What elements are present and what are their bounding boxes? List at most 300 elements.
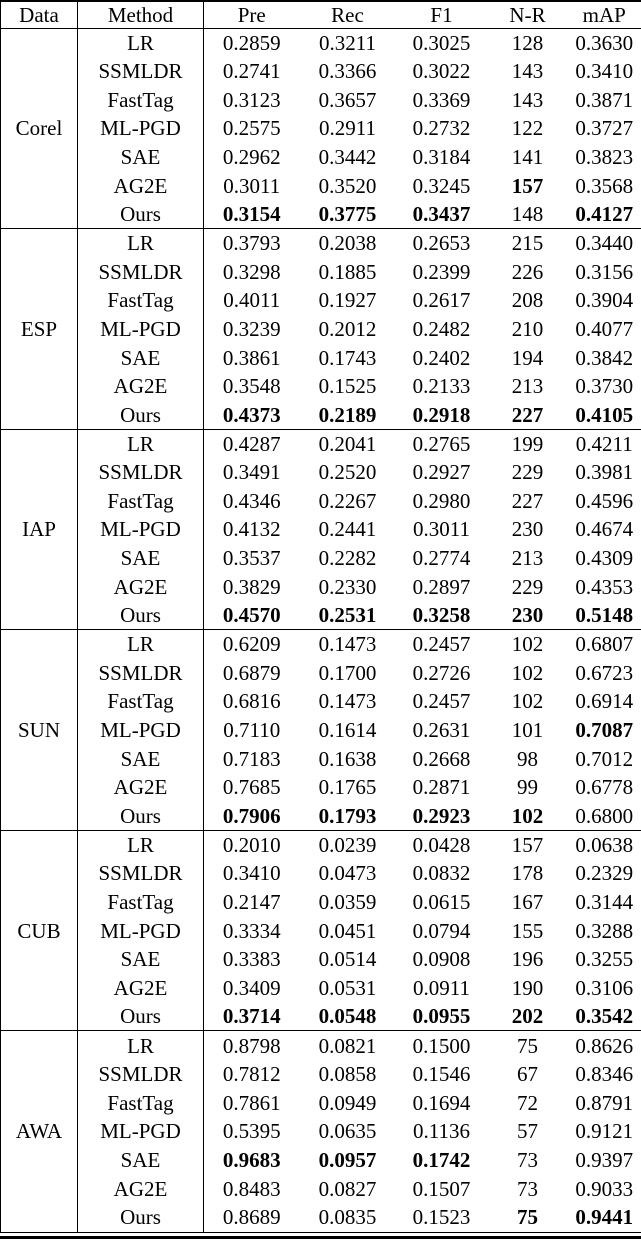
value-cell-f1: 0.2726 — [412, 660, 471, 685]
value-cell-rec: 0.0957 — [318, 1147, 377, 1172]
value-cell-f1: 0.0428 — [396, 830, 488, 859]
table-row — [1, 200, 641, 229]
table-row — [1, 28, 641, 57]
table-row — [1, 114, 641, 143]
value-cell-n-r: 73 — [517, 1147, 538, 1172]
value-cell-pre: 0.4011 — [223, 288, 281, 313]
table-row — [1, 658, 641, 687]
method-cell: FastTag — [78, 687, 204, 716]
value-cell-f1: 0.0911 — [413, 975, 470, 1000]
value-cell-f1: 0.1694 — [412, 1090, 471, 1115]
column-header-n-r: N-R — [488, 1, 568, 28]
value-cell-map: 0.3842 — [575, 345, 634, 370]
value-cell-rec: 0.2012 — [318, 316, 377, 341]
method-cell: SSMLDR — [78, 1060, 204, 1089]
method-cell: Ours — [78, 200, 204, 229]
value-cell-rec: 0.1765 — [318, 775, 377, 800]
value-cell-pre: 0.8798 — [204, 1031, 300, 1060]
value-cell-pre: 0.3548 — [222, 374, 281, 399]
table-row — [1, 515, 641, 544]
method-cell: SAE — [78, 544, 204, 573]
value-cell-map: 0.3440 — [568, 229, 641, 258]
value-cell-map: 0.8626 — [568, 1031, 641, 1060]
value-cell-pre: 0.4570 — [222, 603, 281, 628]
method-cell: AG2E — [78, 1174, 204, 1203]
value-cell-n-r: 227 — [511, 488, 544, 513]
value-cell-f1: 0.2897 — [412, 574, 471, 599]
value-cell-map: 0.6914 — [575, 689, 634, 714]
value-cell-map: 0.8346 — [575, 1061, 634, 1086]
value-cell-rec: 0.0821 — [300, 1031, 396, 1060]
value-cell-map: 0.8791 — [575, 1090, 634, 1115]
value-cell-map: 0.6723 — [575, 660, 634, 685]
value-cell-f1: 0.1136 — [413, 1119, 470, 1144]
value-cell-rec: 0.2441 — [318, 517, 377, 542]
value-cell-pre: 0.3239 — [222, 316, 281, 341]
value-cell-map: 0.5148 — [575, 603, 634, 628]
value-cell-map: 0.0638 — [568, 830, 641, 859]
value-cell-map: 0.4211 — [568, 429, 641, 458]
value-cell-f1: 0.1546 — [412, 1061, 471, 1086]
table-row — [1, 229, 641, 258]
value-cell-pre: 0.6816 — [222, 689, 281, 714]
value-cell-n-r: 75 — [488, 1031, 568, 1060]
method-cell: SSMLDR — [78, 458, 204, 487]
table-row — [1, 1146, 641, 1175]
table-row — [1, 1203, 641, 1232]
value-cell-map: 0.2329 — [575, 861, 634, 886]
table-row — [1, 85, 641, 114]
value-cell-map: 0.4674 — [575, 517, 634, 542]
method-cell: FastTag — [78, 1088, 204, 1117]
table-row — [1, 916, 641, 945]
table-row — [1, 630, 641, 659]
value-cell-map: 0.3106 — [575, 975, 634, 1000]
method-cell: SAE — [78, 143, 204, 172]
value-cell-pre: 0.7110 — [223, 718, 281, 743]
value-cell-n-r: 57 — [517, 1119, 538, 1144]
value-cell-map: 0.4353 — [575, 574, 634, 599]
value-cell-rec: 0.0514 — [318, 947, 377, 972]
value-cell-n-r: 229 — [511, 574, 544, 599]
table-row — [1, 601, 641, 630]
value-cell-n-r: 102 — [488, 630, 568, 659]
value-cell-f1: 0.3022 — [412, 58, 471, 83]
value-cell-rec: 0.0949 — [318, 1090, 377, 1115]
value-cell-n-r: 215 — [488, 229, 568, 258]
value-cell-rec: 0.3775 — [318, 201, 377, 226]
value-cell-n-r: 213 — [511, 546, 544, 571]
value-cell-n-r: 229 — [511, 460, 544, 485]
value-cell-map: 0.4309 — [575, 546, 634, 571]
method-cell: SSMLDR — [78, 57, 204, 86]
value-cell-f1: 0.2668 — [412, 746, 471, 771]
value-cell-pre: 0.3491 — [222, 460, 281, 485]
table-row — [1, 458, 641, 487]
value-cell-rec: 0.2520 — [318, 460, 377, 485]
method-cell: SAE — [78, 744, 204, 773]
table-row — [1, 859, 641, 888]
value-cell-f1: 0.1507 — [412, 1176, 471, 1201]
value-cell-n-r: 157 — [511, 173, 544, 198]
value-cell-rec: 0.0548 — [318, 1004, 377, 1029]
value-cell-rec: 0.3442 — [318, 144, 377, 169]
value-cell-f1: 0.2980 — [412, 488, 471, 513]
value-cell-rec: 0.0827 — [318, 1176, 377, 1201]
dataset-label-awa: AWA — [1, 1031, 78, 1232]
value-cell-f1: 0.0615 — [412, 889, 471, 914]
value-cell-map: 0.6800 — [575, 803, 634, 828]
table-row — [1, 1031, 641, 1060]
table-row — [1, 429, 641, 458]
value-cell-map: 0.9033 — [575, 1176, 634, 1201]
table-row — [1, 286, 641, 315]
method-cell: Ours — [78, 401, 204, 430]
column-header-f1: F1 — [396, 1, 488, 28]
value-cell-pre: 0.2741 — [222, 58, 281, 83]
value-cell-f1: 0.0794 — [412, 918, 471, 943]
value-cell-f1: 0.2617 — [412, 288, 471, 313]
value-cell-n-r: 178 — [511, 861, 544, 886]
value-cell-rec: 0.1743 — [318, 345, 377, 370]
value-cell-map: 0.4596 — [575, 488, 634, 513]
value-cell-f1: 0.2923 — [412, 803, 471, 828]
method-cell: AG2E — [78, 773, 204, 802]
value-cell-rec: 0.2189 — [318, 402, 377, 427]
value-cell-map: 0.3410 — [575, 58, 634, 83]
value-cell-map: 0.4105 — [575, 402, 634, 427]
value-cell-f1: 0.3437 — [412, 201, 471, 226]
value-cell-n-r: 67 — [517, 1061, 538, 1086]
value-cell-pre: 0.3123 — [222, 87, 281, 112]
method-cell: ML-PGD — [78, 716, 204, 745]
column-header-data: Data — [1, 1, 78, 28]
table-row — [1, 945, 641, 974]
value-cell-map: 0.3630 — [568, 28, 641, 57]
value-cell-n-r: 141 — [511, 144, 544, 169]
method-cell: SSMLDR — [78, 257, 204, 286]
table-row — [1, 544, 641, 573]
value-cell-map: 0.3144 — [575, 889, 634, 914]
value-cell-map: 0.6807 — [568, 630, 641, 659]
method-cell: SAE — [78, 1146, 204, 1175]
value-cell-pre: 0.3829 — [222, 574, 281, 599]
table-row — [1, 343, 641, 372]
value-cell-pre: 0.4287 — [204, 429, 300, 458]
value-cell-f1: 0.2653 — [396, 229, 488, 258]
value-cell-f1: 0.2457 — [396, 630, 488, 659]
table-row — [1, 1088, 641, 1117]
value-cell-pre: 0.3334 — [222, 918, 281, 943]
value-cell-pre: 0.3714 — [222, 1004, 281, 1029]
value-cell-map: 0.9397 — [575, 1147, 634, 1172]
value-cell-f1: 0.0832 — [412, 861, 471, 886]
table-row — [1, 1060, 641, 1089]
value-cell-n-r: 202 — [511, 1004, 544, 1029]
method-cell: SAE — [78, 945, 204, 974]
value-cell-f1: 0.3025 — [396, 28, 488, 57]
value-cell-pre: 0.6209 — [204, 630, 300, 659]
method-cell: FastTag — [78, 487, 204, 516]
value-cell-f1: 0.3011 — [413, 517, 470, 542]
method-cell: SSMLDR — [78, 658, 204, 687]
value-cell-n-r: 101 — [511, 718, 544, 743]
value-cell-pre: 0.4346 — [222, 488, 281, 513]
table-row — [1, 773, 641, 802]
value-cell-map: 0.3727 — [575, 116, 634, 141]
method-cell: AG2E — [78, 974, 204, 1003]
method-cell: Ours — [78, 1002, 204, 1031]
dataset-label-cub: CUB — [1, 830, 78, 1031]
value-cell-pre: 0.3154 — [222, 201, 281, 226]
method-cell: LR — [78, 229, 204, 258]
dataset-label-corel: Corel — [1, 28, 78, 229]
value-cell-rec: 0.2267 — [318, 488, 377, 513]
value-cell-f1: 0.3245 — [412, 173, 471, 198]
value-cell-n-r: 102 — [511, 689, 544, 714]
dataset-label-iap: IAP — [1, 429, 78, 630]
value-cell-f1: 0.2133 — [412, 374, 471, 399]
value-cell-pre: 0.3410 — [222, 861, 281, 886]
value-cell-map: 0.3542 — [575, 1004, 634, 1029]
method-cell: SSMLDR — [78, 859, 204, 888]
column-header-map: mAP — [568, 1, 641, 28]
value-cell-f1: 0.3258 — [412, 603, 471, 628]
method-cell: AG2E — [78, 372, 204, 401]
value-cell-rec: 0.1700 — [318, 660, 377, 685]
value-cell-f1: 0.0908 — [412, 947, 471, 972]
value-cell-n-r: 190 — [511, 975, 544, 1000]
method-cell: LR — [78, 1031, 204, 1060]
method-cell: SAE — [78, 343, 204, 372]
table-header — [1, 1, 641, 28]
value-cell-map: 0.4077 — [575, 316, 634, 341]
value-cell-map: 0.7087 — [575, 718, 634, 743]
value-cell-map: 0.6778 — [575, 775, 634, 800]
method-cell: ML-PGD — [78, 1117, 204, 1146]
method-cell: FastTag — [78, 85, 204, 114]
method-cell: Ours — [78, 1203, 204, 1232]
value-cell-n-r: 167 — [511, 889, 544, 914]
value-cell-map: 0.9441 — [575, 1205, 634, 1230]
value-cell-map: 0.3981 — [575, 460, 634, 485]
value-cell-n-r: 128 — [488, 28, 568, 57]
value-cell-rec: 0.1614 — [318, 718, 377, 743]
table-row — [1, 1117, 641, 1146]
table-row — [1, 572, 641, 601]
value-cell-pre: 0.3409 — [222, 975, 281, 1000]
value-cell-rec: 0.0239 — [300, 830, 396, 859]
value-cell-rec: 0.1793 — [318, 803, 377, 828]
value-cell-pre: 0.4132 — [222, 517, 281, 542]
value-cell-n-r: 227 — [511, 402, 544, 427]
value-cell-n-r: 102 — [511, 660, 544, 685]
value-cell-n-r: 196 — [511, 947, 544, 972]
value-cell-f1: 0.2927 — [412, 460, 471, 485]
table-row — [1, 687, 641, 716]
value-cell-pre: 0.2575 — [222, 116, 281, 141]
value-cell-f1: 0.2732 — [412, 116, 471, 141]
value-cell-rec: 0.0858 — [318, 1061, 377, 1086]
table-row — [1, 257, 641, 286]
table-body — [1, 28, 641, 1232]
value-cell-rec: 0.3211 — [300, 28, 396, 57]
dataset-label-esp: ESP — [1, 229, 78, 430]
value-cell-rec: 0.2330 — [318, 574, 377, 599]
table-row — [1, 888, 641, 917]
value-cell-pre: 0.6879 — [222, 660, 281, 685]
value-cell-rec: 0.3657 — [318, 87, 377, 112]
table-row — [1, 171, 641, 200]
value-cell-f1: 0.2399 — [412, 259, 471, 284]
value-cell-rec: 0.2041 — [300, 429, 396, 458]
value-cell-pre: 0.3537 — [222, 546, 281, 571]
value-cell-f1: 0.2631 — [412, 718, 471, 743]
value-cell-rec: 0.1927 — [318, 288, 377, 313]
value-cell-pre: 0.5395 — [222, 1119, 281, 1144]
value-cell-rec: 0.3366 — [318, 58, 377, 83]
value-cell-rec: 0.1885 — [318, 259, 377, 284]
value-cell-pre: 0.9683 — [222, 1147, 281, 1172]
method-cell: LR — [78, 630, 204, 659]
value-cell-map: 0.3823 — [575, 144, 634, 169]
value-cell-rec: 0.0531 — [318, 975, 377, 1000]
value-cell-rec: 0.0473 — [318, 861, 377, 886]
value-cell-map: 0.3871 — [575, 87, 634, 112]
value-cell-f1: 0.2918 — [412, 402, 471, 427]
table-row — [1, 830, 641, 859]
value-cell-map: 0.3730 — [575, 374, 634, 399]
value-cell-pre: 0.7861 — [222, 1090, 281, 1115]
value-cell-pre: 0.8483 — [222, 1176, 281, 1201]
column-header-method: Method — [78, 1, 204, 28]
method-cell: ML-PGD — [78, 515, 204, 544]
value-cell-rec: 0.3520 — [318, 173, 377, 198]
method-cell: AG2E — [78, 171, 204, 200]
value-cell-n-r: 102 — [511, 803, 544, 828]
table-row — [1, 372, 641, 401]
value-cell-pre: 0.3011 — [223, 173, 281, 198]
value-cell-rec: 0.0835 — [318, 1205, 377, 1230]
value-cell-map: 0.7012 — [575, 746, 634, 771]
table-row — [1, 744, 641, 773]
value-cell-f1: 0.2402 — [412, 345, 471, 370]
value-cell-n-r: 73 — [517, 1176, 538, 1201]
method-cell: ML-PGD — [78, 114, 204, 143]
column-header-pre: Pre — [204, 1, 300, 28]
value-cell-f1: 0.2774 — [412, 546, 471, 571]
value-cell-pre: 0.4373 — [222, 402, 281, 427]
value-cell-n-r: 98 — [517, 746, 538, 771]
value-cell-n-r: 72 — [517, 1090, 538, 1115]
value-cell-n-r: 155 — [511, 918, 544, 943]
value-cell-f1: 0.2457 — [412, 689, 471, 714]
column-header-rec: Rec — [300, 1, 396, 28]
value-cell-rec: 0.2282 — [318, 546, 377, 571]
value-cell-rec: 0.1638 — [318, 746, 377, 771]
value-cell-rec: 0.0635 — [318, 1119, 377, 1144]
value-cell-f1: 0.2482 — [412, 316, 471, 341]
value-cell-n-r: 208 — [511, 288, 544, 313]
method-cell: LR — [78, 28, 204, 57]
table-row — [1, 1174, 641, 1203]
value-cell-map: 0.9121 — [575, 1119, 634, 1144]
value-cell-pre: 0.2010 — [204, 830, 300, 859]
value-cell-n-r: 157 — [488, 830, 568, 859]
table-row — [1, 315, 641, 344]
value-cell-f1: 0.1500 — [396, 1031, 488, 1060]
method-cell: FastTag — [78, 286, 204, 315]
value-cell-pre: 0.3861 — [222, 345, 281, 370]
value-cell-map: 0.3568 — [575, 173, 634, 198]
value-cell-n-r: 75 — [517, 1205, 538, 1230]
value-cell-rec: 0.2531 — [318, 603, 377, 628]
value-cell-rec: 0.2911 — [319, 116, 376, 141]
method-cell: ML-PGD — [78, 916, 204, 945]
value-cell-n-r: 210 — [511, 316, 544, 341]
value-cell-pre: 0.7812 — [222, 1061, 281, 1086]
table-row — [1, 974, 641, 1003]
value-cell-f1: 0.3184 — [412, 144, 471, 169]
method-cell: AG2E — [78, 572, 204, 601]
value-cell-n-r: 230 — [511, 603, 544, 628]
value-cell-rec: 0.0359 — [318, 889, 377, 914]
value-cell-map: 0.4127 — [575, 201, 634, 226]
table-row — [1, 143, 641, 172]
value-cell-f1: 0.1523 — [412, 1205, 471, 1230]
value-cell-map: 0.3156 — [575, 259, 634, 284]
value-cell-f1: 0.0955 — [412, 1004, 471, 1029]
value-cell-map: 0.3288 — [575, 918, 634, 943]
value-cell-f1: 0.2765 — [396, 429, 488, 458]
value-cell-f1: 0.1742 — [412, 1147, 471, 1172]
value-cell-pre: 0.8689 — [222, 1205, 281, 1230]
value-cell-n-r: 122 — [511, 116, 544, 141]
value-cell-f1: 0.2871 — [412, 775, 471, 800]
value-cell-map: 0.3255 — [575, 947, 634, 972]
value-cell-pre: 0.7183 — [222, 746, 281, 771]
table-row — [1, 1002, 641, 1031]
value-cell-n-r: 213 — [511, 374, 544, 399]
value-cell-rec: 0.2038 — [300, 229, 396, 258]
method-cell: FastTag — [78, 888, 204, 917]
value-cell-n-r: 148 — [511, 201, 544, 226]
value-cell-n-r: 143 — [511, 58, 544, 83]
method-cell: LR — [78, 830, 204, 859]
value-cell-n-r: 194 — [511, 345, 544, 370]
value-cell-rec: 0.0451 — [318, 918, 377, 943]
value-cell-pre: 0.7685 — [222, 775, 281, 800]
value-cell-pre: 0.3298 — [222, 259, 281, 284]
value-cell-rec: 0.1473 — [318, 689, 377, 714]
value-cell-f1: 0.3369 — [412, 87, 471, 112]
method-cell: Ours — [78, 601, 204, 630]
dataset-label-sun: SUN — [1, 630, 78, 831]
value-cell-n-r: 230 — [511, 517, 544, 542]
value-cell-pre: 0.3793 — [204, 229, 300, 258]
value-cell-rec: 0.1525 — [318, 374, 377, 399]
method-cell: Ours — [78, 802, 204, 831]
table-row — [1, 802, 641, 831]
table-row — [1, 57, 641, 86]
method-cell: ML-PGD — [78, 315, 204, 344]
value-cell-n-r: 226 — [511, 259, 544, 284]
value-cell-pre: 0.7906 — [222, 803, 281, 828]
table-row — [1, 487, 641, 516]
value-cell-rec: 0.1473 — [300, 630, 396, 659]
value-cell-pre: 0.2859 — [204, 28, 300, 57]
value-cell-pre: 0.3383 — [222, 947, 281, 972]
